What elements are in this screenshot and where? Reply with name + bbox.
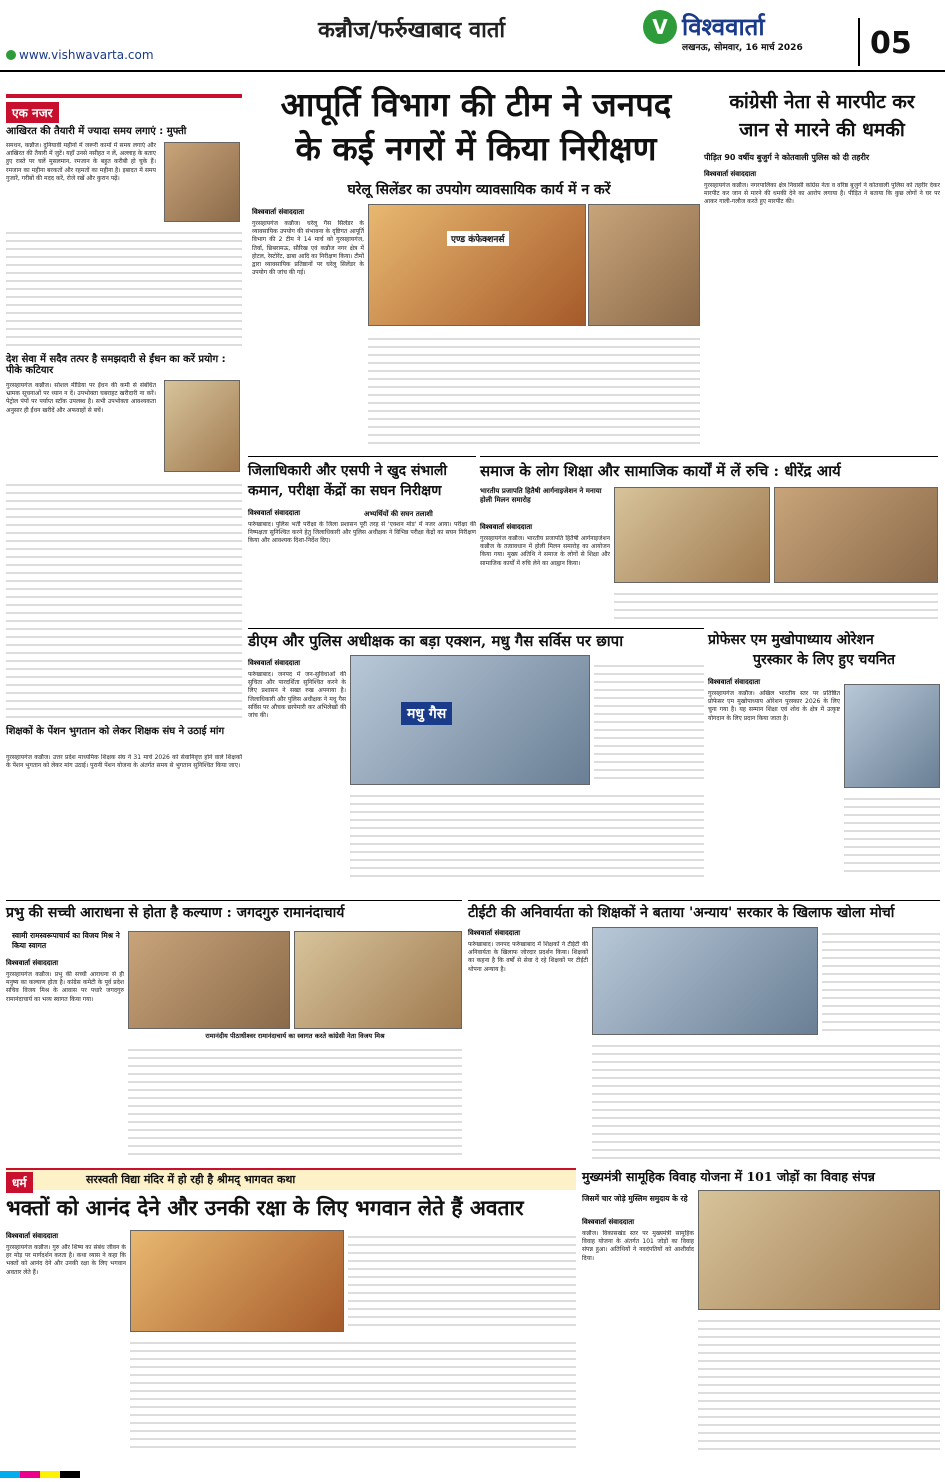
prabhu-headline: प्रभु की सच्ची आराधना से होता है कल्याण : जगदगुरु रामानंदाचार्य	[6, 905, 345, 921]
vivah-byline: विश्ववार्ता संवाददाता	[582, 1218, 635, 1226]
brand-name: विश्ववार्ता	[682, 12, 765, 41]
dm-headline-line1: जिलाधिकारी और एसपी ने खुद संभाली	[248, 463, 448, 479]
samaj-headline: समाज के लोग शिक्षा और सामाजिक कार्यों में लें रुचि : धीरेंद्र आर्य	[480, 462, 841, 480]
prabhu-byline: विश्ववार्ता संवाददाता	[6, 959, 59, 967]
professor-body: गुरसहायगंज कन्नौज। अखिल भारतीय स्तर पर प्रतिष्ठित प्रोफेसर एम मुखोपाध्याय ओरेशन पुरस्कार 2026 के लिए चुना गया है। यह सम्मान शिक्षा एवं शोध के क्षेत्र में उत्कृष्ट योगदान के लिए प्रदान किया जाता है।	[708, 690, 840, 722]
raid-body: फर्रुखाबाद। जनपद में जन-सुविधाओं की सुचिता और पारदर्शिता सुनिश्चित करने के लिए प्रशासन ने सख्त रुख अपनाया है। जिलाधिकारी और पुलिस अधीक्षक ने मधु गैस सर्विस पर औचक छापेमारी कर अभिलेखों की जांच की।	[248, 671, 346, 720]
dharm-byline: विश्ववार्ता संवाददाता	[6, 1232, 59, 1240]
ek-nazar-tag: एक नजर	[6, 102, 59, 123]
main-story	[248, 80, 700, 452]
dharm-headline: भक्तों को आनंद देने और उनकी रक्षा के लिए भगवान लेते हैं अवतार	[6, 1195, 524, 1220]
brand-logo: V	[643, 10, 677, 44]
header-vertical-rule	[858, 18, 860, 66]
professor-body-cont	[844, 792, 940, 878]
dm-subhead: अभ्यर्थियों की सघन तलाशी	[364, 510, 433, 518]
main-byline: विश्ववार्ता संवाददाता	[252, 208, 305, 216]
congress-headline-line1: कांग्रेसी नेता से मारपीट कर	[729, 91, 915, 113]
prabhu-body-cont	[128, 1043, 462, 1159]
story3-body: गुरसहायगंज कन्नौज। उत्तर प्रदेश माध्यमिक शिक्षक संघ ने 31 मार्च 2026 को सेवानिवृत्त होने वाले शिक्षकों के पेंशन भुगतान को लेकर मांग उठाई। पुरानी पेंशन योजना के अंतर्गत समय से भुगतान सुनिश्चित किया जाए।	[6, 754, 242, 770]
story3-title: शिक्षकों के पेंशन भुगतान को लेकर शिक्षक संघ ने उठाई मांग	[6, 726, 225, 737]
dm-headline-line2: कमान, परीक्षा केंद्रों का सघन निरीक्षण	[248, 483, 442, 499]
congress-headline-line2: जान से मारने की धमकी	[739, 119, 905, 141]
dm-story	[248, 456, 476, 624]
dharm-body: गुरसहायगंज कन्नौज। गुरु और शिष्य का संबंध जीवन के हर मोड़ पर मार्गदर्शन करता है। कथा व्यास ने कहा कि भक्तों को आनंद देने और उनकी रक्षा के लिए भगवान अवतार लेते हैं।	[6, 1244, 126, 1276]
tet-story	[468, 900, 940, 1162]
website-link[interactable]: www.vishwavarta.com	[6, 48, 154, 62]
story1-body: समधन, कन्नौज। दुनियावी महीनों में जरूरी कामों में समय लगाएं और आखिरत की तैयारी में जुटें। यहाँ उनसे नसीहत न लें, अल्लाह के बताए हुए रास्ते पर चलें मुसलमान, रमजान के बहुत करीबी हो चुके हैं। रमजान का महीना बरकतों और रहमतों का महीना है। इबादत में समय गुजारें, गरीबों की मदद करें, रोजे रखें और कुरान पढ़ें।	[6, 142, 156, 182]
page-header	[0, 0, 945, 72]
dharm-body-right	[348, 1230, 576, 1332]
professor-headline-line1: प्रोफेसर एम मुखोपाध्याय ओरेशन	[708, 632, 874, 648]
page-number: 05	[870, 26, 912, 61]
professor-story	[708, 628, 940, 882]
vivah-photo	[698, 1190, 940, 1310]
vivah-sub: जिसमें चार जोड़े मुस्लिम समुदाय के रहे	[582, 1194, 688, 1203]
ek-nazar-panel	[6, 94, 242, 894]
prabhu-story	[6, 900, 462, 1162]
samaj-story	[480, 456, 938, 624]
dharm-strip-text: सरस्वती विद्या मंदिर में हो रही है श्रीमद् भागवत कथा	[86, 1173, 296, 1186]
dharm-photo	[130, 1230, 344, 1332]
professor-photo	[844, 684, 940, 788]
vivah-body: कन्नौज। विकासखंड स्तर पर मुख्यमंत्री सामूहिक विवाह योजना के अंतर्गत 101 जोड़ों का विवाह संपन्न हुआ। अतिथियों ने नवदंपतियों को आशीर्वाद दिया।	[582, 1230, 694, 1262]
story2-title: देश सेवा में सदैव तत्पर है समझदारी से ईंधन का करें प्रयोग : पीके कटियार	[6, 354, 226, 376]
story2-body-cont	[6, 478, 242, 718]
raid-byline: विश्ववार्ता संवाददाता	[248, 659, 301, 667]
officials-photo	[588, 204, 700, 326]
prabhu-sub: स्वामी रामस्वरूपाचार्य का विजय मिश्र ने किया स्वागत	[12, 931, 120, 950]
vivah-story	[582, 1168, 940, 1458]
raid-headline: डीएम और पुलिस अधीक्षक का बड़ा एक्शन, मधु गैस सर्विस पर छापा	[248, 632, 624, 650]
samaj-body-cont	[614, 587, 938, 621]
dm-body: फर्रुखाबाद। पुलिस भर्ती परीक्षा के जिला प्रशासन पूरी तरह से 'एक्शन मोड' में नजर आया। परीक्षा की निष्पक्षता सुनिश्चित करने हेतु जिलाधिकारी और पुलिस अधीक्षक ने विभिन्न परीक्षा केंद्रों का सघन निरीक्षण किया और आवश्यक दिशा-निर्देश दिए।	[248, 521, 476, 545]
tet-headline: टीईटी की अनिवार्यता को शिक्षकों ने बताया 'अन्याय' सरकार के खिलाफ खोला मोर्चा	[468, 905, 895, 921]
page-title: कन्नौज/फर्रुखाबाद वार्ता	[318, 17, 506, 43]
raid-body-cont	[350, 789, 704, 879]
dharm-tag: धर्म	[6, 1172, 33, 1193]
main-headline-line2: के कई नगरों में किया निरीक्षण	[295, 129, 657, 168]
samaj-photo-2	[774, 487, 938, 583]
globe-icon	[6, 50, 16, 60]
main-headline-line1: आपूर्ति विभाग की टीम ने जनपद	[280, 85, 672, 124]
story1-title: आखिरत की तैयारी में ज्यादा समय लगाएं : मुफ्ती	[6, 126, 187, 137]
dm-byline: विश्ववार्ता संवाददाता	[248, 509, 301, 517]
story1-body-cont	[6, 226, 242, 348]
main-subhead: घरेलू सिलेंडर का उपयोग व्यावसायिक कार्य में न करें	[347, 182, 611, 198]
raid-story	[248, 628, 704, 882]
shop-inspection-photo	[368, 204, 586, 326]
katiyar-photo	[164, 380, 240, 472]
congress-story	[704, 80, 940, 452]
prabhu-photo-1	[128, 931, 290, 1029]
tet-body-cont	[592, 1039, 940, 1159]
dharm-section	[6, 1168, 576, 1458]
vivah-body-cont	[698, 1314, 940, 1454]
prabhu-photo-2	[294, 931, 462, 1029]
dharm-body-cont	[130, 1336, 576, 1454]
tet-byline: विश्ववार्ता संवाददाता	[468, 929, 521, 937]
main-body-cont	[368, 332, 700, 446]
raid-body-right	[594, 659, 704, 785]
dharm-strip	[6, 1168, 576, 1190]
professor-byline: विश्ववार्ता संवाददाता	[708, 678, 761, 686]
header-rule	[0, 70, 945, 72]
congress-subhead: पीड़ित 90 वर्षीय बुजुर्ग ने कोतवाली पुलिस को दी तहरीर	[704, 153, 870, 162]
prabhu-body: गुरसहायगंज कन्नौज। प्रभु की सच्ची आराधना से ही मनुष्य का कल्याण होता है। कांग्रेस कमेटी के पूर्व प्रदेश सचिव विजय मिश्र के आवास पर पधारे जगदगुरु रामानंदाचार्य का भव्य स्वागत किया गया।	[6, 971, 124, 1003]
main-body: गुरसहायगंज कन्नौज। घरेलू गैस सिलेंडर के व्यावसायिक उपयोग की संभावना के दृष्टिगत आपूर्ति विभाग की 2 टीम ने 14 मार्च को गुरसहायगंज, तिर्वा, छिबरामऊ, सौरिख एवं कन्नौज नगर क्षेत्र में होटल, रेस्टोरेंट, ढाबा आदि का निरीक्षण किया। टीमों द्वारा व्यावसायिक प्रतिष्ठानों पर घरेलू सिलेंडर के उपयोग की जांच की गई।	[252, 220, 364, 277]
professor-headline-line2: पुरस्कार के लिए हुए चयनित	[753, 652, 895, 668]
shop-sign: एण्ड कंफेक्शनर्स	[447, 231, 509, 246]
vivah-headline: मुख्यमंत्री सामूहिक विवाह योजना में 101 जोड़ों का विवाह संपन्न	[582, 1169, 875, 1184]
print-color-bar	[0, 1463, 945, 1471]
date-line: लखनऊ, सोमवार, 16 मार्च 2026	[682, 43, 803, 53]
samaj-byline: विश्ववार्ता संवाददाता	[480, 523, 533, 531]
congress-byline: विश्ववार्ता संवाददाता	[704, 170, 757, 178]
tet-body-right	[822, 927, 940, 1035]
samaj-body: गुरसहायगंज कन्नौज। भारतीय प्रजापति हितैषी आर्गनाइजेशन कन्नौज के तत्वावधान में होली मिलन समारोह का आयोजन किया गया। मुख्य अतिथि ने समाज के लोगों से शिक्षा और सामाजिक कार्यों में रुचि लेने का आह्वान किया।	[480, 535, 610, 567]
prabhu-caption: रामानंदीय पीठाधीश्वर रामानंदाचार्य का स्वागत करते कांग्रेसी नेता विजय मिश्र	[205, 1032, 385, 1040]
samaj-photo-1	[614, 487, 770, 583]
raid-photo	[350, 655, 590, 785]
story2-body: गुरसहायगंज कन्नौज। सोशल मीडिया पर ईंधन की कमी से संबंधित भ्रामक सूचनाओं पर ध्यान न दें। उपभोक्ता घबराहट खरीदारी ना करें। पेट्रोल पंपों पर पर्याप्त स्टॉक उपलब्ध है। सभी उपभोक्ता आवश्यकता अनुसार ही ईंधन खरीदें और अफवाहों से बचें।	[6, 382, 156, 414]
samaj-sub: भारतीय प्रजापति हितैषी आर्गनाइजेशन ने मनाया होली मिलन समारोह	[480, 487, 602, 504]
mufti-photo	[164, 142, 240, 222]
congress-body: गुरसहायगंज कन्नौज। नगरपालिका क्षेत्र निवासी कांग्रेस नेता व वरिष्ठ बुजुर्ग ने कोतवाली पुलिस को तहरीर देकर मारपीट कर जान से मारने की धमकी देने का आरोप लगाया है। पीड़ित ने बताया कि कुछ लोगों ने घर पर आकर गाली-गलौज करते हुए मारपीट की।	[704, 182, 940, 206]
tet-body: फर्रुखाबाद। जनपद फर्रुखाबाद में शिक्षकों ने टीईटी की अनिवार्यता के खिलाफ जोरदार प्रदर्शन किया। शिक्षकों का कहना है कि वर्षों से सेवा दे रहे शिक्षकों पर टीईटी थोपना अन्याय है।	[468, 941, 588, 973]
raid-shop-sign: मधु गैस	[401, 702, 452, 725]
tet-photo	[592, 927, 818, 1035]
